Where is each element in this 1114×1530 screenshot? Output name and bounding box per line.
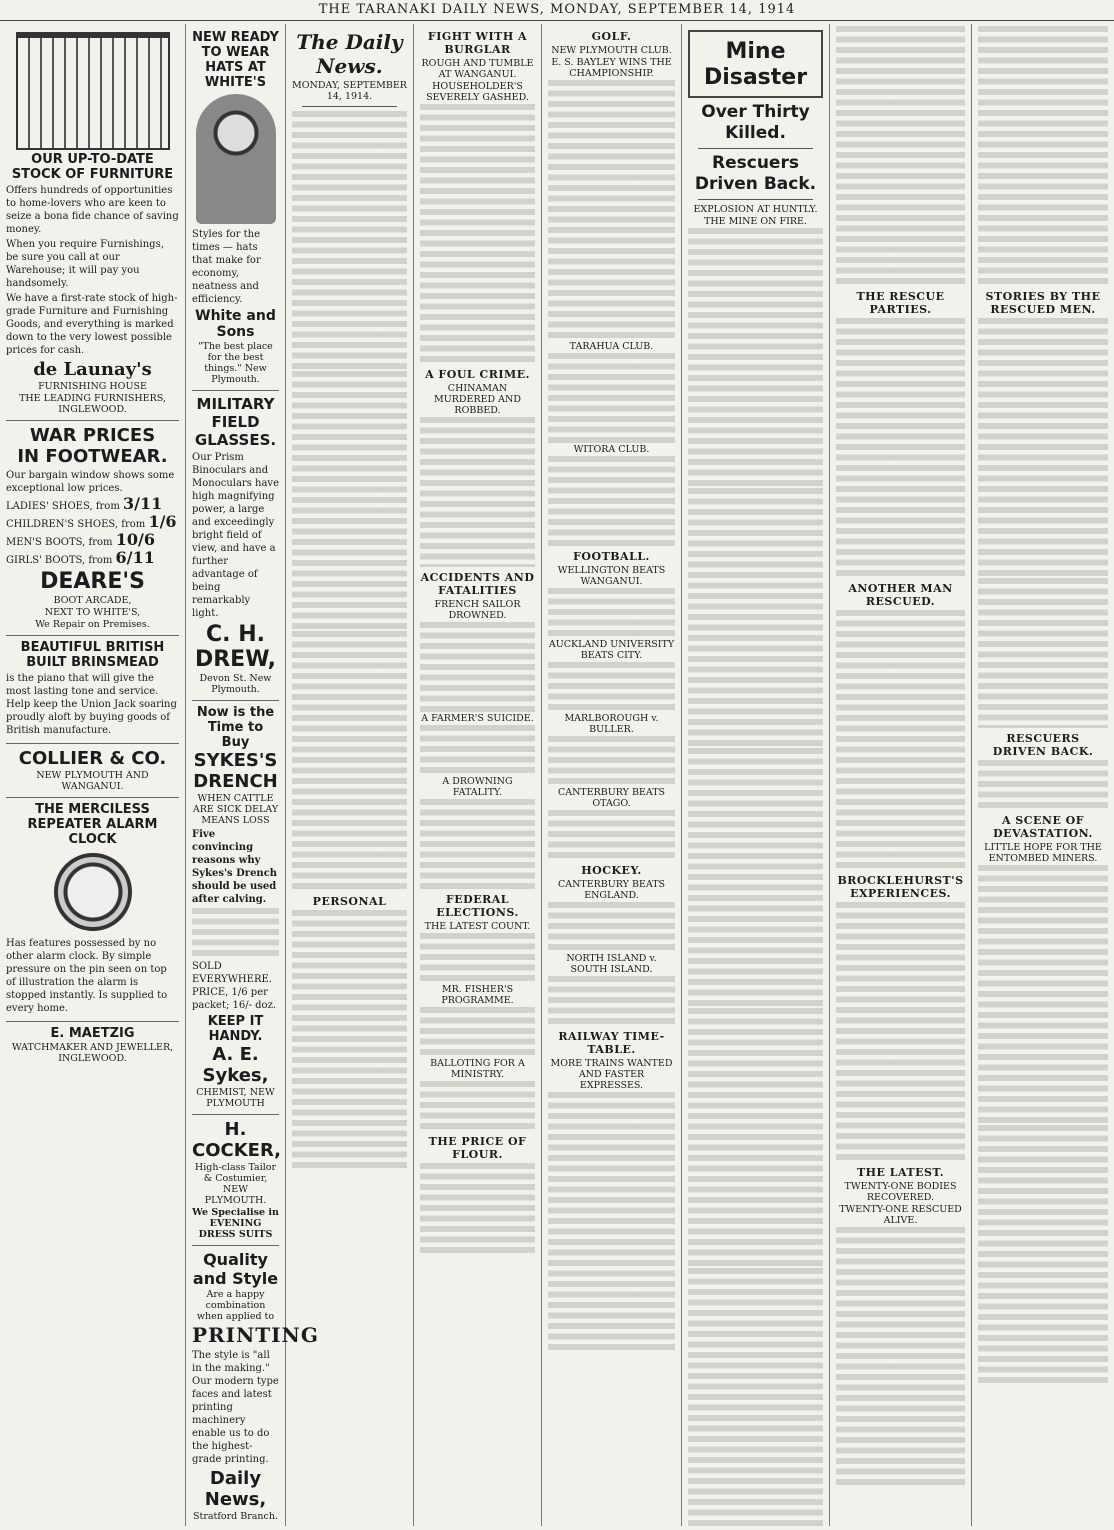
cocker-sub: High-class Tailor & Costumier, NEW PLYMOUTH. bbox=[194, 1162, 277, 1206]
golf-sub: NEW PLYMOUTH CLUB. bbox=[551, 45, 672, 56]
editorial-text bbox=[292, 371, 407, 631]
mine-disaster-subheading: Rescuers Driven Back. bbox=[694, 153, 817, 194]
drew-ad bbox=[192, 391, 279, 701]
delaunay-bullet: Offers hundreds of opportunities to home-lovers who are keen to seize a bona fide chance of saving money. bbox=[6, 185, 179, 235]
burglar-text bbox=[420, 104, 535, 364]
accident-sub: A FARMER'S SUICIDE. bbox=[421, 713, 534, 724]
alarm-clock-illustration bbox=[54, 853, 132, 931]
clock-text: Has features possessed by no other alarm clock. By simple pressure on the pin seen on top of illustration the alarm is stopped instantly. Is supplied to every home. bbox=[6, 938, 168, 1014]
mine-text bbox=[836, 26, 965, 286]
golf-club: TARAHUA CLUB. bbox=[569, 341, 654, 352]
hockey-text bbox=[548, 976, 675, 1026]
sykes-name: SYKES'S DRENCH bbox=[193, 750, 278, 792]
brinsmead-title: BEAUTIFUL BRITISH BUILT BRINSMEAD bbox=[20, 640, 165, 670]
news-column-4 bbox=[414, 24, 542, 1526]
whites-headline: NEW READY TO WEAR HATS AT WHITE'S bbox=[192, 30, 279, 90]
football-text bbox=[548, 588, 675, 638]
printing-big: PRINTING bbox=[192, 1323, 319, 1347]
rescue-text bbox=[836, 318, 965, 578]
collier-sub: NEW PLYMOUTH AND WANGANUI. bbox=[36, 770, 149, 792]
football-sub: WELLINGTON BEATS WANGANUI. bbox=[557, 565, 666, 587]
mine-text bbox=[978, 26, 1108, 286]
football-sub: AUCKLAND UNIVERSITY BEATS CITY. bbox=[548, 639, 675, 661]
golf-text bbox=[548, 456, 675, 546]
cocker-spec: We Specialise in EVENING DRESS SUITS bbox=[192, 1207, 279, 1240]
devastation-heading: A SCENE OF DEVASTATION. bbox=[993, 814, 1093, 840]
stories-text bbox=[978, 578, 1108, 728]
elections-sub: THE LATEST COUNT. bbox=[424, 921, 531, 932]
football-heading: FOOTBALL. bbox=[573, 550, 650, 563]
drew-text: Our Prism Binoculars and Monoculars have high magnifying power, a large and exceedingly bright field of view, and have a further advantage of being remarkably light. bbox=[192, 452, 279, 619]
delaunay-sub: FURNISHING HOUSE bbox=[38, 381, 147, 392]
sykes-price: SOLD EVERYWHERE. PRICE, 1/6 per packet; 16/- doz. bbox=[192, 961, 277, 1011]
latest-text bbox=[836, 1227, 965, 1487]
mine-text bbox=[688, 1268, 823, 1528]
brocklehurst-text bbox=[836, 902, 965, 1162]
stories-heading: STORIES BY THE RESCUED MEN. bbox=[985, 290, 1101, 316]
accident-text bbox=[420, 622, 535, 712]
maetzig-ad bbox=[6, 1022, 179, 1069]
football-text bbox=[548, 810, 675, 860]
deares-name: DEARE'S bbox=[40, 569, 145, 594]
elections-sub: MR. FISHER'S PROGRAMME. bbox=[441, 984, 514, 1006]
editorial-masthead: The Daily News. bbox=[296, 30, 403, 78]
mine-text bbox=[688, 228, 823, 488]
sykes-body-text bbox=[192, 908, 279, 958]
delaunay-headline: OUR UP-TO-DATE STOCK OF FURNITURE bbox=[11, 152, 174, 182]
accident-text bbox=[420, 725, 535, 775]
brinsmead-text: is the piano that will give the most lasting tone and service. Help keep the Union Jack soaring proudly aloft by buying goods of British manufacture. bbox=[6, 673, 177, 736]
burglar-sub: ROUGH AND TUMBLE AT WANGANUI. bbox=[421, 58, 534, 80]
latest-sub: TWENTY-ONE BODIES RECOVERED. bbox=[844, 1181, 957, 1203]
flour-text bbox=[420, 1163, 535, 1253]
sykes-headline: Now is the Time to Buy bbox=[196, 705, 275, 750]
printing-name: Daily News, bbox=[204, 1468, 267, 1510]
maetzig-name: E. MAETZIG bbox=[50, 1026, 135, 1041]
printing-text: The style is "all in the making." Our modern type faces and latest printing machinery enable us to do the highest-grade printing. bbox=[192, 1350, 279, 1465]
brocklehurst-heading: BROCKLEHURST'S EXPERIENCES. bbox=[837, 874, 964, 900]
newspaper-masthead: THE TARANAKI DAILY NEWS, MONDAY, SEPTEMBER 14, 1914 bbox=[0, 0, 1114, 21]
elections-text bbox=[420, 1007, 535, 1057]
delaunay-ad bbox=[6, 26, 179, 421]
railway-text bbox=[548, 1092, 675, 1352]
crime-text bbox=[420, 417, 535, 567]
drew-address: Devon St. New Plymouth. bbox=[199, 673, 272, 695]
football-text bbox=[548, 662, 675, 712]
crime-heading: A FOUL CRIME. bbox=[425, 368, 530, 381]
news-column-5 bbox=[542, 24, 682, 1526]
printing-top: Quality and Style bbox=[192, 1250, 279, 1288]
news-column-8 bbox=[972, 24, 1114, 1526]
news-column-7 bbox=[830, 24, 972, 1526]
elections-heading: FEDERAL ELECTIONS. bbox=[436, 893, 519, 919]
personal-heading: PERSONAL bbox=[312, 895, 387, 908]
collier-name: COLLIER & CO. bbox=[18, 748, 167, 769]
mine-sub: THE MINE ON FIRE. bbox=[704, 216, 807, 227]
devastation-text bbox=[978, 1125, 1108, 1385]
accidents-heading: ACCIDENTS AND FATALITIES bbox=[420, 571, 535, 597]
sykes-chemist: A. E. Sykes, bbox=[202, 1044, 269, 1086]
accident-sub: FRENCH SAILOR DROWNED. bbox=[434, 599, 521, 621]
mine-disaster-headline-box bbox=[688, 30, 823, 98]
delaunay-bullet: When you require Furnishings, be sure you call at our Warehouse; it will pay you handsomely. bbox=[6, 239, 164, 289]
cocker-ad bbox=[192, 1115, 279, 1246]
sykes-chemist-sub: CHEMIST, NEW PLYMOUTH bbox=[196, 1087, 275, 1109]
hockey-sub: CANTERBURY BEATS ENGLAND. bbox=[557, 879, 666, 901]
deares-sub: NEXT TO WHITE'S, bbox=[44, 607, 141, 618]
collier-ad bbox=[6, 744, 179, 798]
whites-text: Styles for the times — hats that make for economy, neatness and efficiency. bbox=[192, 229, 261, 305]
news-column-6 bbox=[682, 24, 830, 1526]
delaunay-sub: THE LEADING FURNISHERS, INGLEWOOD. bbox=[19, 393, 166, 415]
football-sub: CANTERBURY BEATS OTAGO. bbox=[557, 787, 666, 809]
drew-headline: MILITARY FIELD GLASSES. bbox=[194, 395, 277, 449]
price-row: GIRLS' BOOTS, from 6/11 bbox=[6, 548, 155, 567]
accident-text bbox=[420, 799, 535, 889]
editorial-text bbox=[292, 631, 407, 891]
deares-intro: Our bargain window shows some exceptional low prices. bbox=[6, 470, 175, 494]
delaunay-bullet: We have a first-rate stock of high-grade Furniture and Furnishing Goods, and everything is marked down to the very lowest possible prices for cash. bbox=[6, 293, 178, 356]
rescuers-text bbox=[978, 760, 1108, 810]
elections-text bbox=[420, 1081, 535, 1131]
sykes-keep: KEEP IT HANDY. bbox=[207, 1014, 264, 1044]
deares-ad bbox=[6, 421, 179, 636]
mine-text bbox=[688, 488, 823, 748]
golf-sub: E. S. BAYLEY WINS THE CHAMPIONSHIP. bbox=[551, 57, 672, 79]
crime-sub: CHINAMAN MURDERED AND ROBBED. bbox=[434, 383, 521, 416]
price-row: LADIES' SHOES, from 3/11 bbox=[6, 494, 163, 513]
printing-mid: Are a happy combination when applied to bbox=[196, 1289, 275, 1322]
railway-heading: RAILWAY TIME-TABLE. bbox=[558, 1030, 665, 1056]
sykes-reasons: Five convincing reasons why Sykes's Drench should be used after calving. bbox=[192, 829, 278, 905]
mine-disaster-heading: Mine Disaster bbox=[703, 39, 808, 90]
delaunay-name: de Launay's bbox=[33, 359, 152, 380]
rescuers-back-heading: RESCUERS DRIVEN BACK. bbox=[992, 732, 1094, 758]
price-row: CHILDREN'S SHOES, from 1/6 bbox=[6, 512, 177, 531]
accident-sub: A DROWNING FATALITY. bbox=[442, 776, 513, 798]
deares-sub: BOOT ARCADE, bbox=[53, 595, 132, 606]
football-sub: MARLBOROUGH v. BULLER. bbox=[564, 713, 659, 735]
golf-club: WITORA CLUB. bbox=[573, 444, 650, 455]
bed-illustration bbox=[16, 32, 170, 150]
elections-sub: BALLOTING FOR A MINISTRY. bbox=[430, 1058, 525, 1080]
flour-heading: THE PRICE OF FLOUR. bbox=[428, 1135, 527, 1161]
golf-text bbox=[548, 80, 675, 340]
clock-title: THE MERCILESS REPEATER ALARM CLOCK bbox=[27, 802, 158, 847]
latest-sub: TWENTY-ONE RESCUED ALIVE. bbox=[839, 1204, 962, 1226]
devastation-text bbox=[978, 865, 1108, 1125]
drew-name: C. H. DREW, bbox=[194, 622, 277, 672]
editorial-date: MONDAY, SEPTEMBER 14, 1914. bbox=[292, 80, 407, 102]
burglar-heading: FIGHT WITH A BURGLAR bbox=[427, 30, 528, 56]
devastation-sub: LITTLE HOPE FOR THE ENTOMBED MINERS. bbox=[984, 842, 1102, 864]
hockey-heading: HOCKEY. bbox=[581, 864, 642, 877]
burglar-sub: HOUSEHOLDER'S SEVERELY GASHED. bbox=[426, 81, 529, 103]
latest-heading: THE LATEST. bbox=[856, 1166, 945, 1179]
golf-heading: GOLF. bbox=[591, 30, 632, 43]
man-rescued-heading: ANOTHER MAN RESCUED. bbox=[848, 582, 953, 608]
editorial-text bbox=[292, 111, 407, 371]
cocker-name: H. COCKER, bbox=[192, 1119, 281, 1161]
hockey-sub: NORTH ISLAND v. SOUTH ISLAND. bbox=[566, 953, 657, 975]
sykes-drench-ad bbox=[192, 701, 279, 1115]
sykes-sub: WHEN CATTLE ARE SICK DELAY MEANS LOSS bbox=[192, 793, 279, 826]
ad-column-left bbox=[0, 24, 186, 1526]
clock-ad bbox=[6, 798, 179, 1022]
rescue-parties-heading: THE RESCUE PARTIES. bbox=[856, 290, 945, 316]
mine-sub: EXPLOSION AT HUNTLY. bbox=[693, 204, 818, 215]
stories-text bbox=[978, 318, 1108, 578]
mine-text bbox=[688, 748, 823, 1008]
ad-column-second bbox=[186, 24, 319, 1526]
whites-name: White and Sons bbox=[195, 308, 276, 340]
hat-illustration bbox=[196, 94, 276, 224]
whites-ad bbox=[192, 26, 279, 391]
mine-disaster-subheading: Over Thirty Killed. bbox=[701, 102, 810, 143]
whites-tag: "The best place for the best things." New Plymouth. bbox=[198, 341, 273, 385]
deares-sub: We Repair on Premises. bbox=[35, 619, 150, 630]
maetzig-sub: WATCHMAKER AND JEWELLER, INGLEWOOD. bbox=[11, 1042, 174, 1064]
personal-text bbox=[292, 910, 407, 1170]
railway-sub: MORE TRAINS WANTED AND FASTER EXPRESSES. bbox=[550, 1058, 673, 1091]
deares-headline: IN FOOTWEAR. bbox=[17, 446, 168, 467]
deares-headline: WAR PRICES bbox=[29, 425, 156, 446]
golf-text bbox=[548, 353, 675, 443]
mine-text bbox=[688, 1008, 823, 1268]
elections-text bbox=[420, 933, 535, 983]
editorial-column bbox=[286, 24, 414, 1526]
brinsmead-ad bbox=[6, 636, 179, 744]
football-text bbox=[548, 736, 675, 786]
printing-ad bbox=[192, 1246, 319, 1527]
hockey-text bbox=[548, 902, 675, 952]
rescue-text bbox=[836, 610, 965, 870]
printing-sub: Stratford Branch. bbox=[193, 1511, 278, 1522]
price-row: MEN'S BOOTS, from 10/6 bbox=[6, 530, 155, 549]
